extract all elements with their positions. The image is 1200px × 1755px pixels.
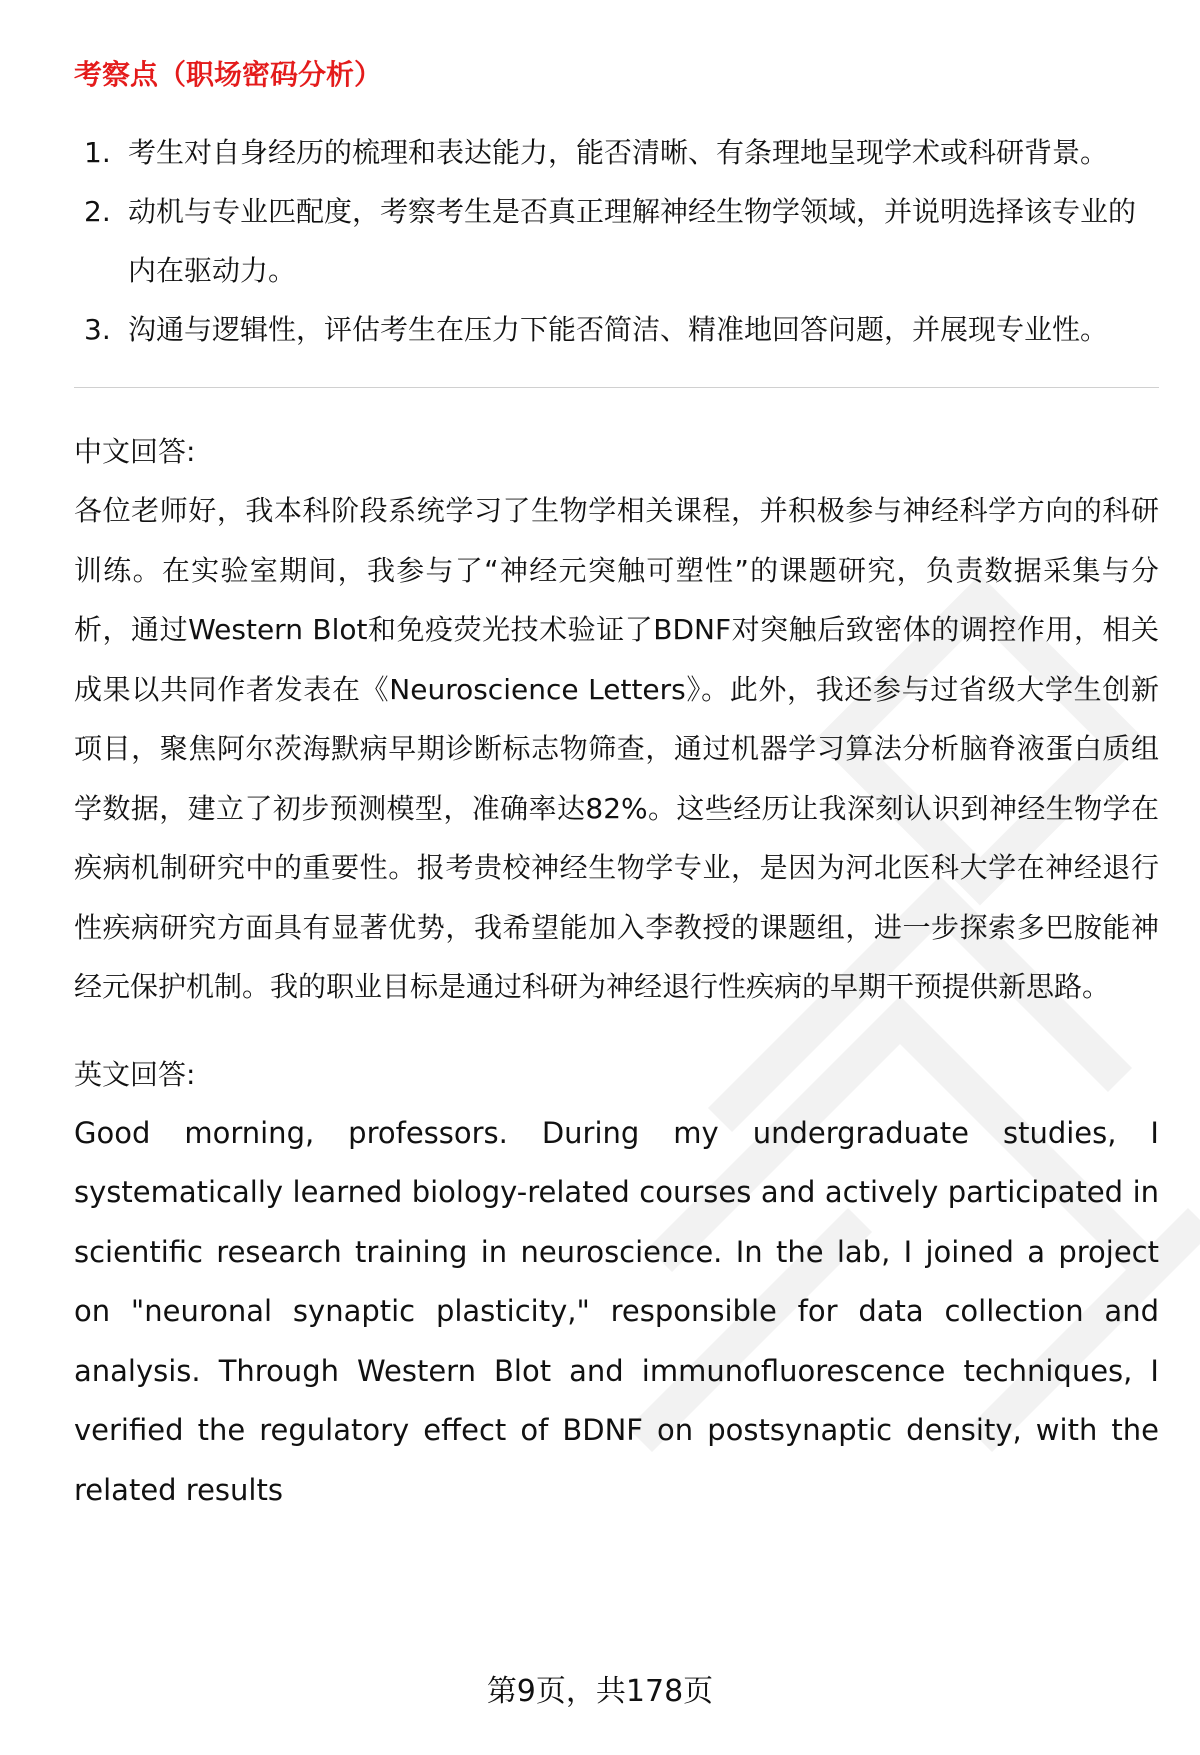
english-answer-text: Good morning, professors. During my undergraduate studies, I systematically learned biology-related courses and actively participated in scientific research training in neuroscience. In the lab, I joined a project on "neuronal synaptic plasticity," responsible for data collection and analysis. Through Western Blot and immunofluorescence techniques, I verified the regulatory effect of BDNF on postsynaptic density, with the related results (74, 1115, 1159, 1507)
english-answer-label: 英文回答: (74, 1057, 196, 1091)
list-item-text: 考生对自身经历的梳理和表达能力，能否清晰、有条理地呈现学术或科研背景。 (128, 136, 1109, 169)
points-list (74, 123, 1159, 359)
list-item-number: 3. (84, 313, 111, 346)
list-item-number: 1. (84, 136, 111, 169)
chinese-answer-label: 中文回答: (74, 435, 196, 468)
list-item-number: 2. (84, 195, 111, 228)
list-item (74, 123, 1159, 182)
chinese-answer-text: 各位老师好，我本科阶段系统学习了生物学相关课程，并积极参与神经科学方向的科研训练。在实验室期间，我参与了“神经元突触可塑性”的课题研究，负责数据采集与分析，通过Western Blot和免疫荧光技术验证了BDNF对突触后致密体的调控作用，相关成果以共同作者发表在《Neuroscience Letters》。此外，我还参与过省级大学生创新项目，聚焦阿尔茨海默病早期诊断标志物筛查，通过机器学习算法分析脑脊液蛋白质组学数据，建立了初步预测模型，准确率达82%。这些经历让我深刻认识到神经生物学在疾病机制研究中的重要性。报考贵校神经生物学专业，是因为河北医科大学在神经退行性疾病研究方面具有显著优势，我希望能加入李教授的课题组，进一步探索多巴胺能神经元保护机制。我的职业目标是通过科研为神经退行性疾病的早期干预提供新思路。 (74, 494, 1159, 1003)
list-item (74, 300, 1159, 359)
list-item (74, 182, 1159, 300)
page-number: 第9页，共178页 (486, 1674, 714, 1709)
divider (74, 387, 1159, 388)
list-item-text: 动机与专业匹配度，考察考生是否真正理解神经生物学领域，并说明选择该专业的内在驱动力。 (128, 195, 1137, 287)
list-item-text: 沟通与逻辑性，评估考生在压力下能否简洁、精准地回答问题，并展现专业性。 (128, 313, 1109, 346)
section-title: 考察点（职场密码分析） (74, 58, 383, 91)
main-content (74, 55, 1159, 1520)
